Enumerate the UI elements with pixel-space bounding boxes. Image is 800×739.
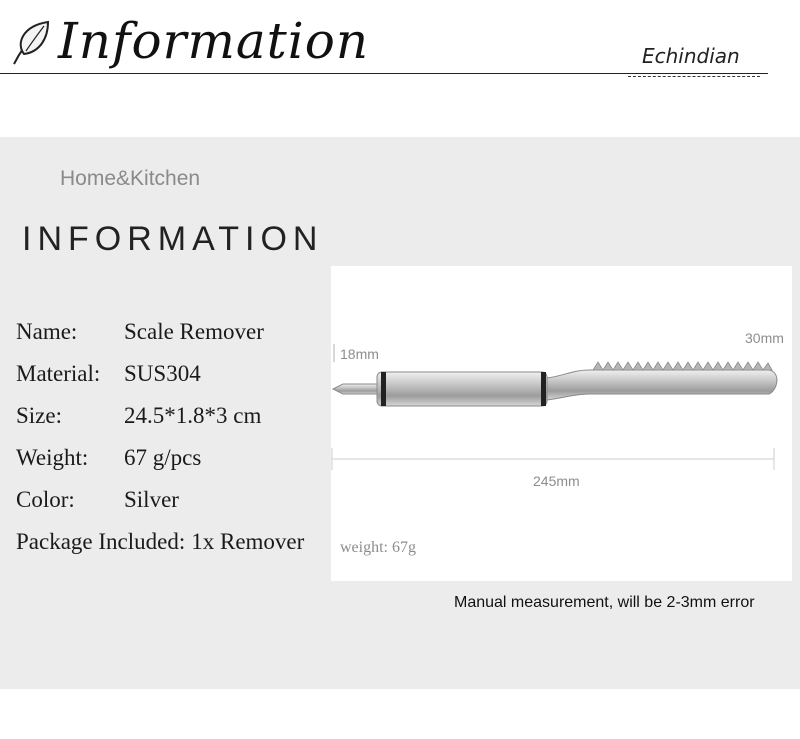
- leaf-logo-icon: [10, 18, 54, 66]
- product-photo: [331, 266, 792, 581]
- spec-row-size: [16, 403, 262, 429]
- page-title: Information: [58, 12, 370, 70]
- measurement-note: Manual measurement, will be 2-3mm error: [454, 594, 755, 611]
- spec-label: Size:: [16, 403, 62, 428]
- spec-value: 1x Remover: [191, 529, 305, 554]
- spec-row-material: [16, 361, 201, 387]
- header: [0, 0, 800, 137]
- head-dimension-label: 30mm: [745, 330, 784, 346]
- weight-label: weight: 67g: [340, 539, 416, 556]
- spec-value: Scale Remover: [124, 319, 264, 344]
- spec-row-name: [16, 319, 264, 345]
- header-divider: [0, 73, 768, 74]
- spec-row-weight: [16, 445, 202, 471]
- spec-row-package: [16, 529, 304, 555]
- length-dimension-label: 245mm: [533, 473, 580, 489]
- handle-dimension-label: 18mm: [340, 346, 379, 362]
- spec-label: Package Included:: [16, 529, 186, 554]
- scale-remover-illustration: [331, 266, 792, 581]
- spec-label: Weight:: [16, 445, 89, 470]
- brand-name: Echindian: [642, 44, 740, 68]
- spec-row-color: [16, 487, 179, 513]
- spec-label: Material:: [16, 361, 101, 386]
- section-heading: INFORMATION: [22, 220, 324, 258]
- category-label: Home&Kitchen: [60, 167, 201, 190]
- spec-value: 67 g/pcs: [124, 445, 202, 470]
- spec-value: Silver: [124, 487, 179, 512]
- spec-label: Name:: [16, 319, 78, 344]
- brand-underline: [628, 76, 760, 77]
- spec-value: SUS304: [124, 361, 201, 386]
- spec-label: Color:: [16, 487, 75, 512]
- spec-value: 24.5*1.8*3 cm: [124, 403, 262, 428]
